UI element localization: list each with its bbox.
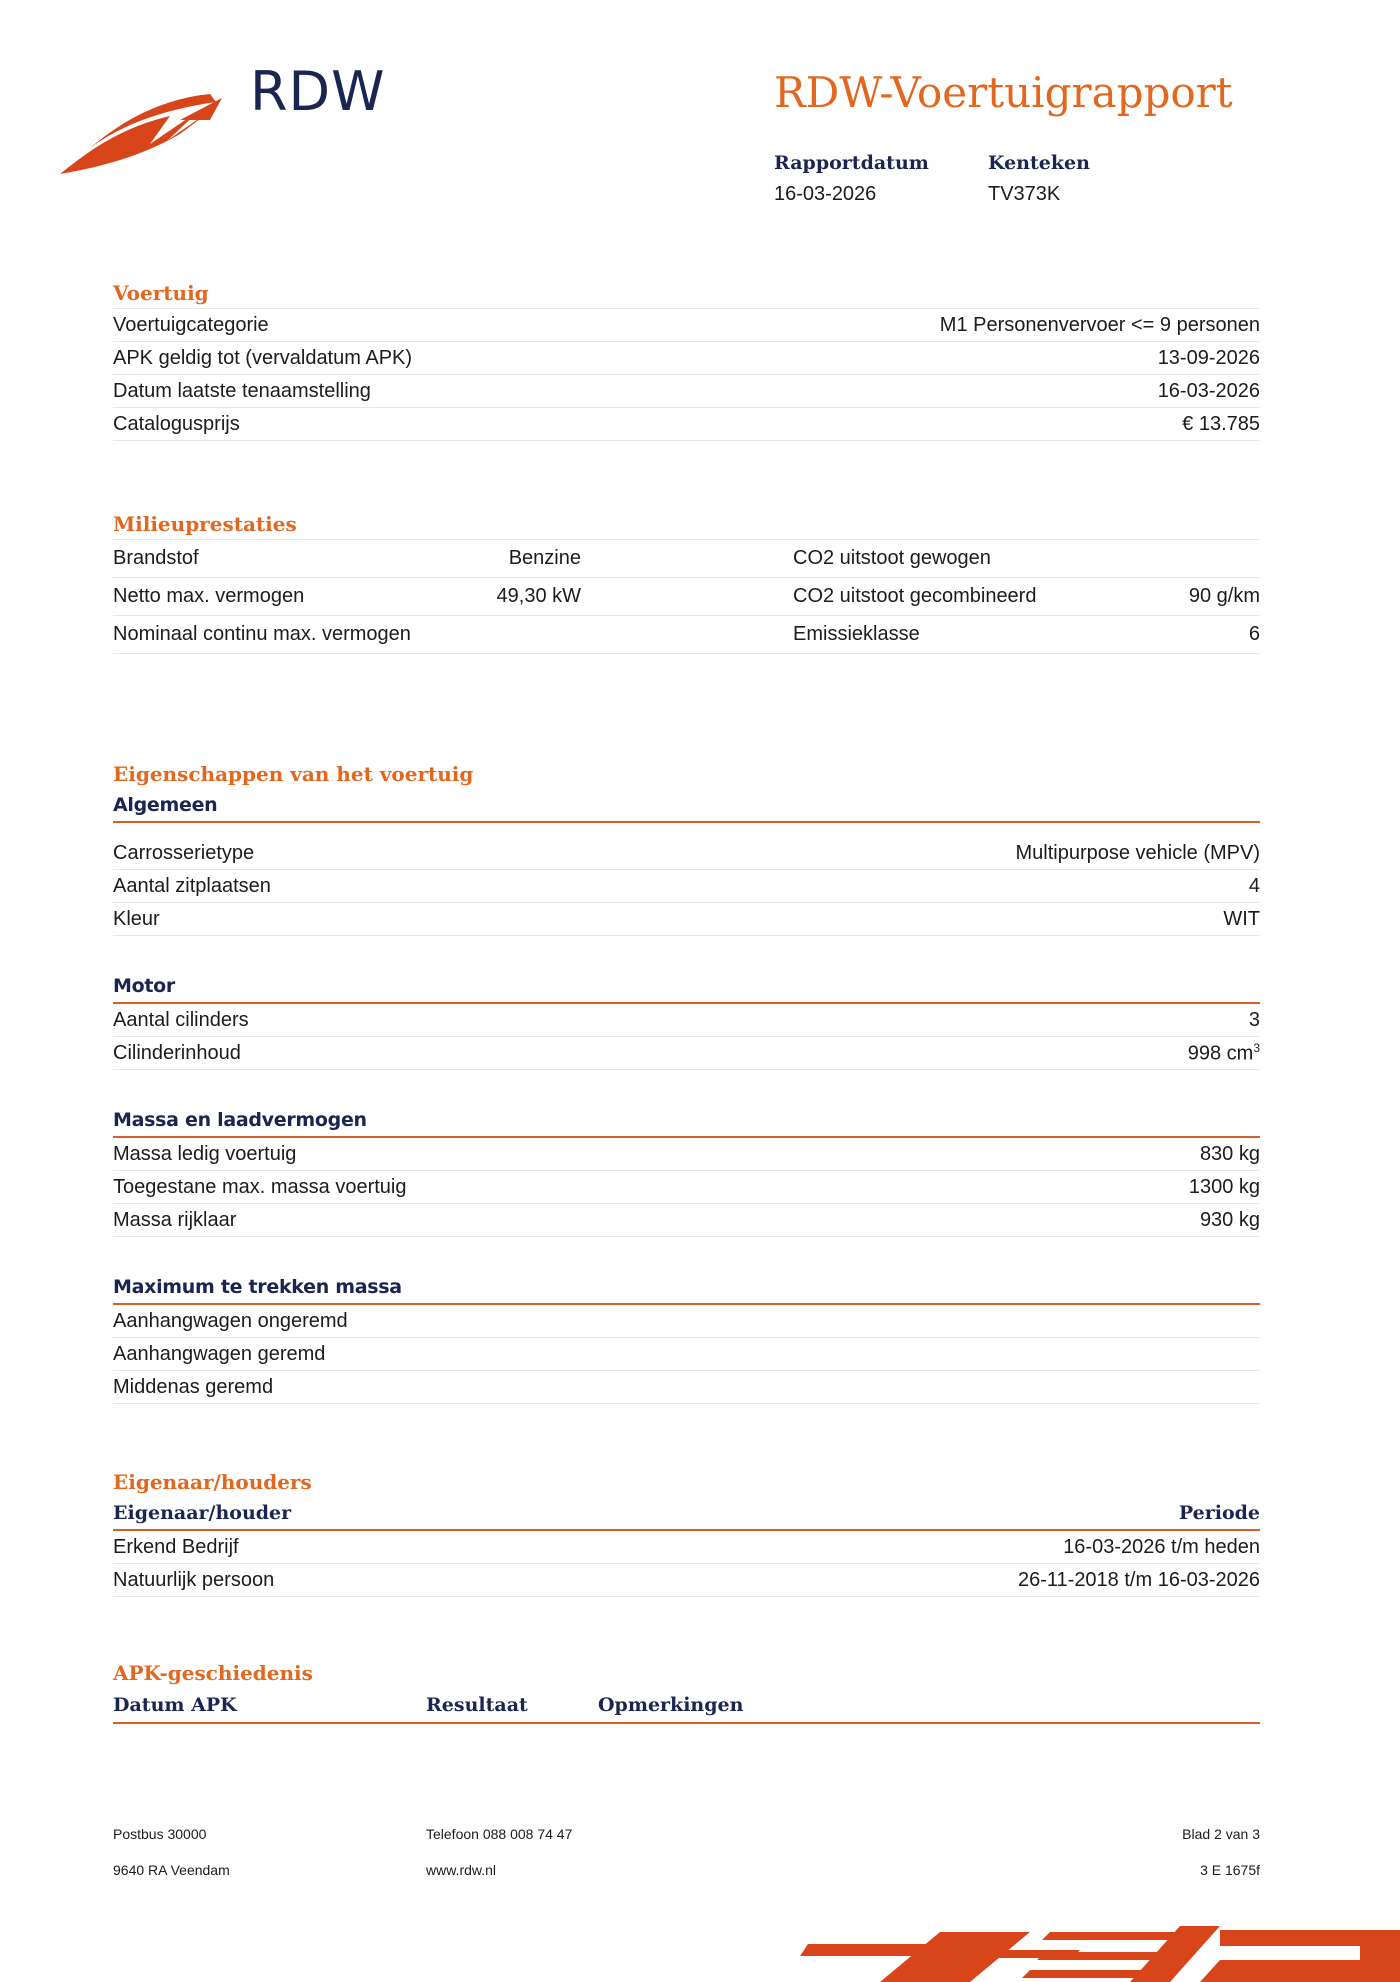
table-row	[113, 1037, 1260, 1070]
row-value: 998 $cm^3$	[1187, 1040, 1260, 1065]
row-value: 13-09-2026	[1157, 346, 1260, 369]
row-value: 3	[1248, 1008, 1260, 1031]
table-row	[113, 1531, 1260, 1564]
table-row	[113, 1138, 1260, 1171]
row-label: Aantal cilinders	[113, 1008, 249, 1031]
table-row	[113, 1305, 1260, 1338]
column-header: Eigenaar/houder	[113, 1502, 292, 1524]
subsection-title: Massa en laadvermogen	[113, 1104, 1260, 1138]
row-label: CO2 uitstoot gecombineerd	[793, 585, 1037, 607]
table-row	[113, 837, 1260, 870]
row-value: 4	[1248, 874, 1260, 897]
column-header: Opmerkingen	[598, 1694, 744, 1716]
row-label: Catalogusprijs	[113, 412, 240, 435]
section-voertuig	[113, 278, 1260, 441]
column-header: Datum APK	[113, 1694, 237, 1716]
plate-value: TV373K	[988, 183, 1061, 205]
row-label: Aanhangwagen geremd	[113, 1342, 326, 1365]
row-value: 16-03-2026	[1157, 379, 1260, 402]
page-footer	[113, 1816, 1260, 1888]
row-value: 26-11-2018 t/m 16-03-2026	[1017, 1568, 1260, 1591]
row-label: Brandstof	[113, 547, 199, 569]
subsection-title: Algemeen	[113, 789, 1260, 823]
subsection-title: Motor	[113, 970, 1260, 1004]
row-label: Natuurlijk persoon	[113, 1568, 275, 1591]
row-value: 90 g/km	[1188, 585, 1260, 607]
table-row	[113, 342, 1260, 375]
report-date-label: Rapportdatum	[774, 152, 929, 174]
row-value: 1300 kg	[1188, 1175, 1260, 1198]
table-row	[113, 1204, 1260, 1237]
row-label: Datum laatste tenaamstelling	[113, 379, 371, 402]
table-row	[113, 616, 1260, 654]
column-header: Resultaat	[426, 1694, 528, 1716]
report-title: RDW-Voertuigrapport	[774, 68, 1233, 117]
row-label: Nominaal continu max. vermogen	[113, 623, 411, 645]
section-eigenschappen	[113, 759, 1260, 1404]
row-label: Aantal zitplaatsen	[113, 874, 271, 897]
table-row	[113, 903, 1260, 936]
decorative-stripes-icon	[800, 1926, 1400, 1982]
table-row	[113, 539, 1260, 578]
row-value: Benzine	[508, 547, 581, 569]
footer-postcode: 9640 RA Veendam	[113, 1862, 230, 1878]
section-title: APK-geschiedenis	[113, 1661, 313, 1685]
row-value: WIT	[1223, 907, 1260, 930]
report-date-block	[774, 152, 929, 206]
superscript: 3	[1253, 1040, 1260, 1055]
table-row	[113, 870, 1260, 903]
table-header	[113, 1497, 1260, 1531]
section-title: Eigenschappen van het voertuig	[113, 762, 474, 786]
logo-text: RDW	[250, 60, 386, 123]
row-label: Cilinderinhoud	[113, 1041, 241, 1064]
row-label: Massa ledig voertuig	[113, 1142, 297, 1165]
footer-phone: Telefoon 088 008 74 47	[426, 1826, 573, 1842]
section-milieuprestaties	[113, 509, 1260, 654]
row-value: 49,30 kW	[496, 585, 581, 607]
footer-address: Postbus 30000	[113, 1826, 207, 1842]
row-value: 16-03-2026 t/m heden	[1063, 1535, 1260, 1558]
row-label: Kleur	[113, 907, 160, 930]
footer-code: 3 E 1675f	[1200, 1862, 1260, 1878]
table-row	[113, 1564, 1260, 1597]
footer-website: www.rdw.nl	[426, 1862, 497, 1878]
row-label: Aanhangwagen ongeremd	[113, 1309, 348, 1332]
row-label: Erkend Bedrijf	[113, 1535, 239, 1558]
table-row	[113, 375, 1260, 408]
rdw-logo	[60, 60, 400, 190]
section-title: Milieuprestaties	[113, 512, 297, 536]
table-row	[113, 1338, 1260, 1371]
row-label: Netto max. vermogen	[113, 585, 305, 607]
row-label: Voertuigcategorie	[113, 313, 269, 336]
table-row	[113, 1004, 1260, 1037]
column-header: Periode	[1178, 1502, 1260, 1524]
table-row	[113, 408, 1260, 441]
section-apk	[113, 1658, 1260, 1724]
table-row	[113, 308, 1260, 342]
table-header	[113, 1688, 1260, 1724]
table-row	[113, 1171, 1260, 1204]
row-label: APK geldig tot (vervaldatum APK)	[113, 346, 413, 369]
row-value: € 13.785	[1182, 412, 1260, 435]
report-date-value: 16-03-2026	[774, 183, 877, 205]
section-title: Voertuig	[113, 281, 209, 305]
row-value: Multipurpose vehicle (MPV)	[1015, 841, 1260, 864]
row-label: Middenas geremd	[113, 1375, 274, 1398]
section-title: Eigenaar/houders	[113, 1470, 312, 1494]
plate-label: Kenteken	[988, 152, 1090, 174]
row-value: 6	[1248, 623, 1260, 645]
section-eigenaar	[113, 1467, 1260, 1597]
row-value: 930 kg	[1199, 1208, 1260, 1231]
footer-page-number: Blad 2 van 3	[1182, 1826, 1260, 1842]
rdw-wing-icon	[60, 90, 230, 176]
row-label: Carrosserietype	[113, 841, 255, 864]
table-row	[113, 1371, 1260, 1404]
plate-block	[988, 152, 1090, 206]
row-value: 830 kg	[1199, 1142, 1260, 1165]
row-label: Emissieklasse	[793, 623, 920, 645]
row-label: CO2 uitstoot gewogen	[793, 547, 991, 569]
table-row	[113, 578, 1260, 616]
row-label: Toegestane max. massa voertuig	[113, 1175, 407, 1198]
subsection-title: Maximum te trekken massa	[113, 1271, 1260, 1305]
row-value: M1 Personenvervoer <= 9 personen	[939, 313, 1260, 336]
row-label: Massa rijklaar	[113, 1208, 237, 1231]
